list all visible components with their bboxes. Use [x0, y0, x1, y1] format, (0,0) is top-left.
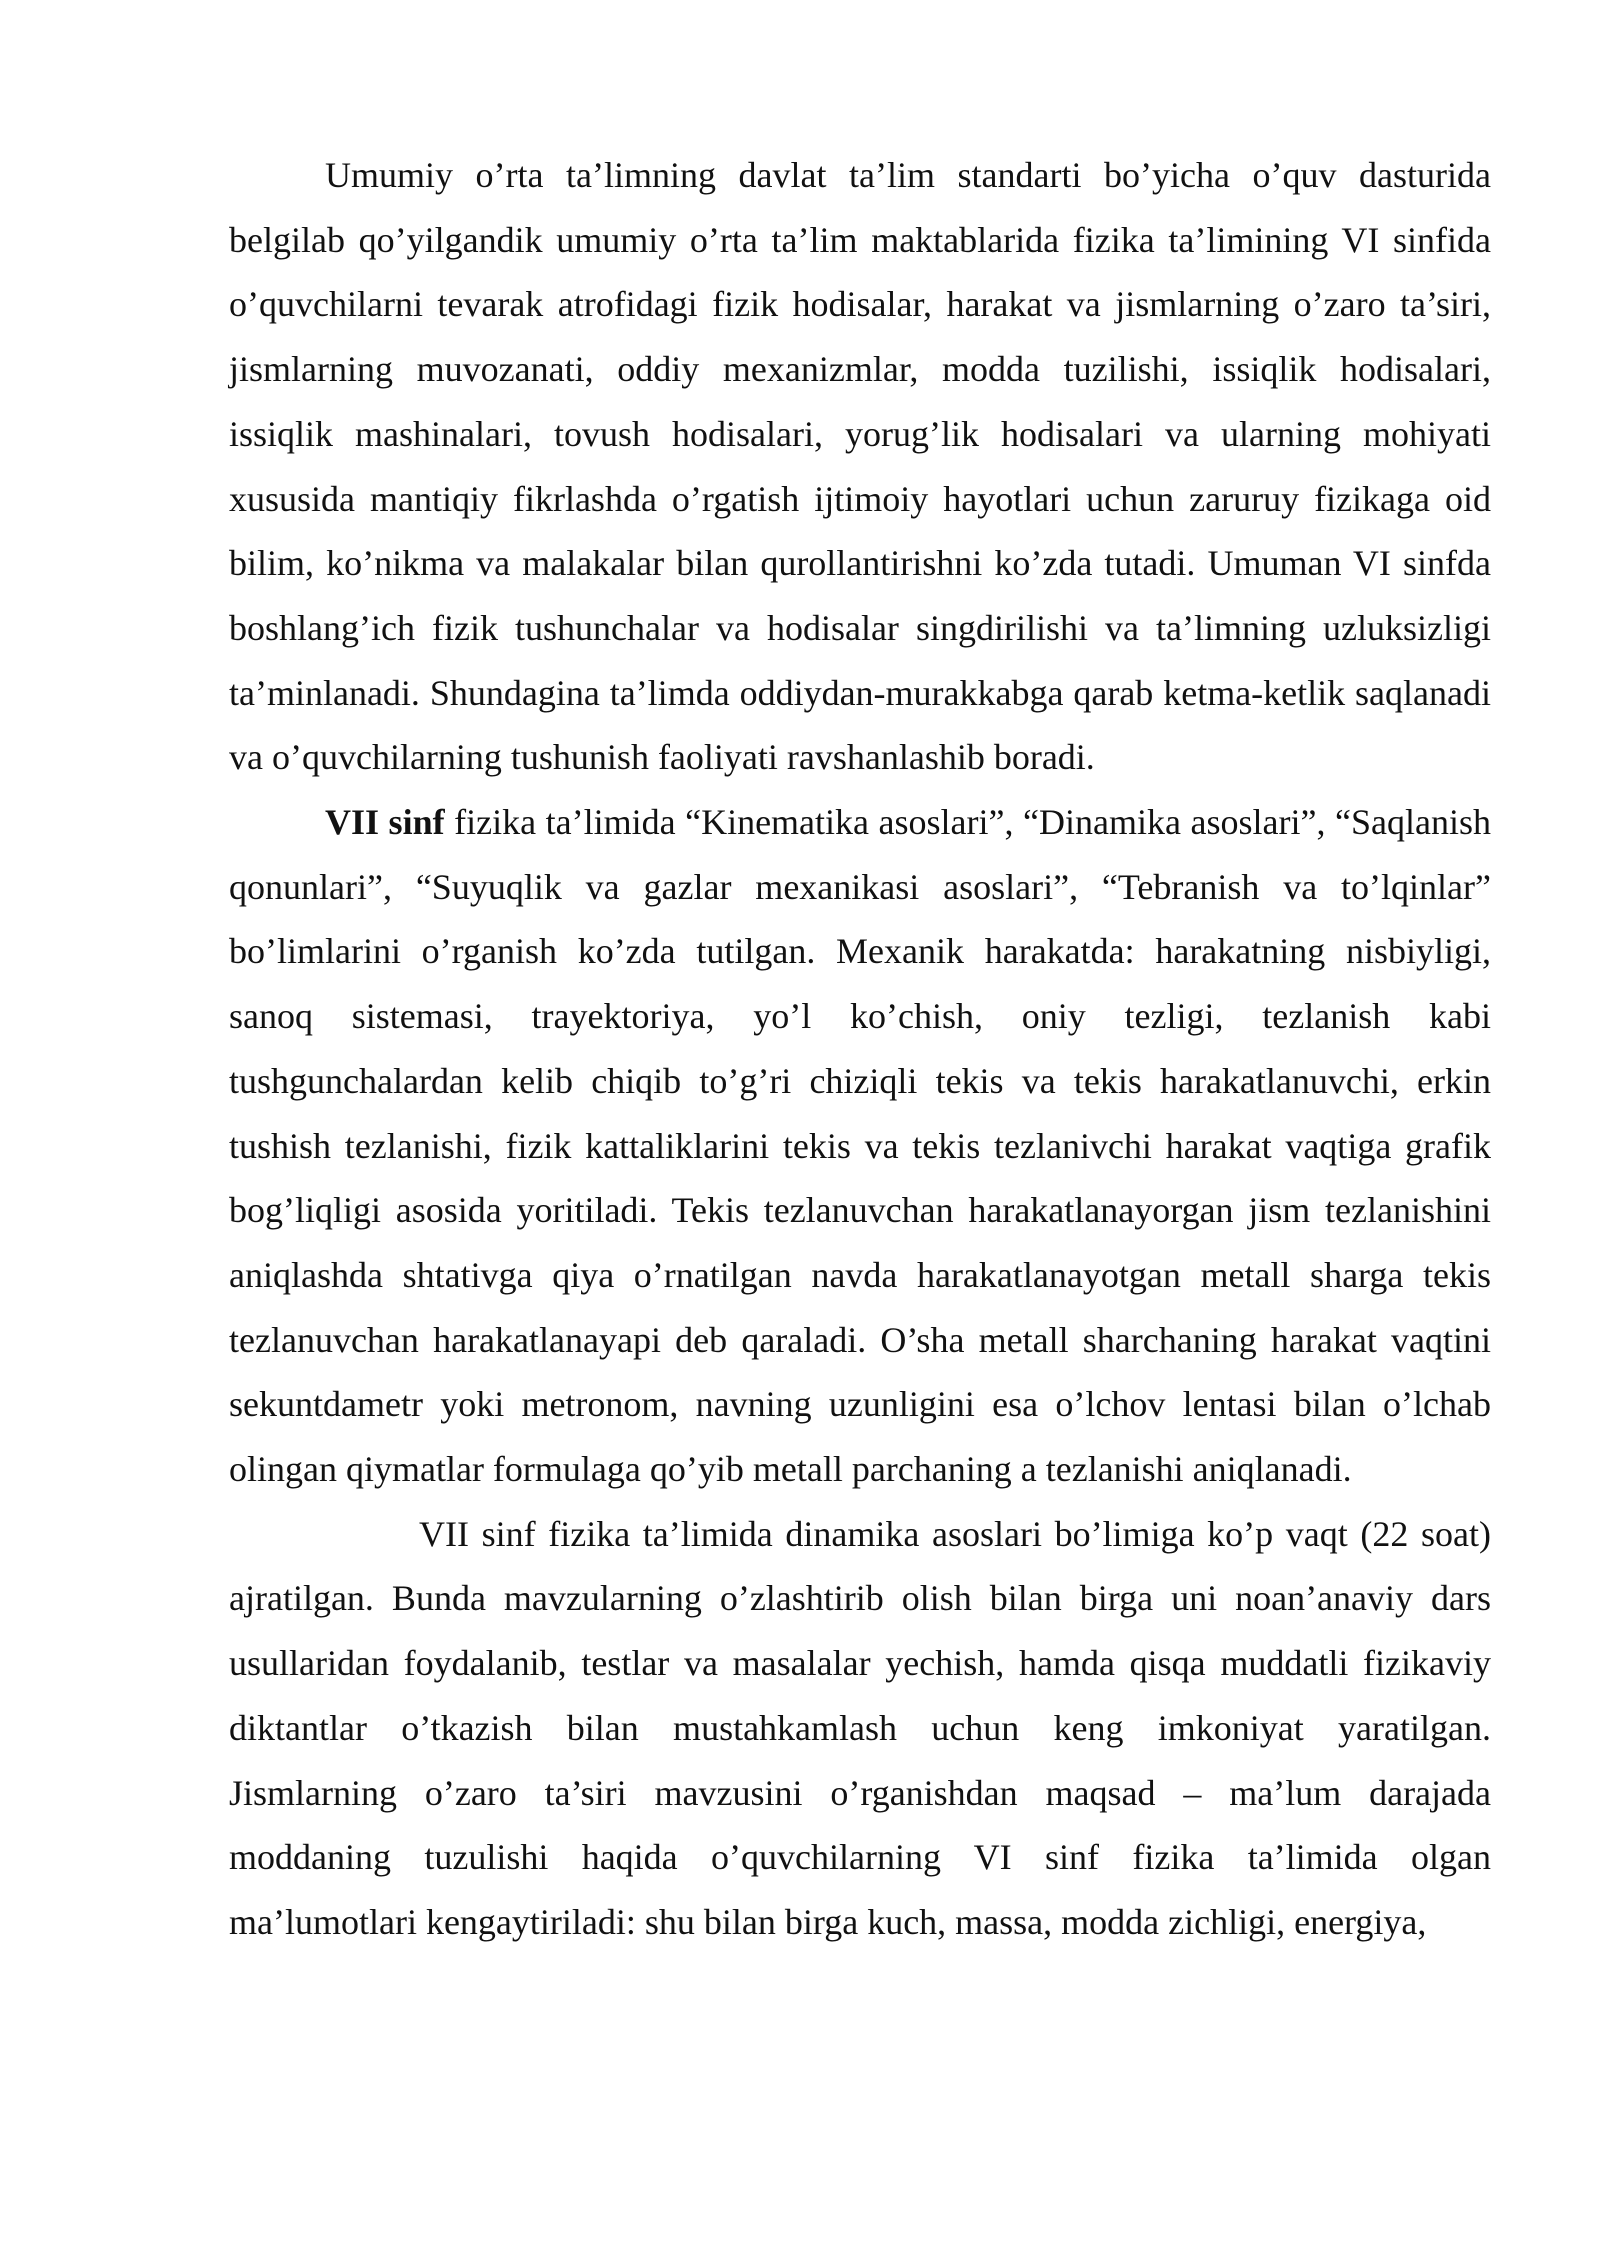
paragraph-2	[229, 790, 1491, 1502]
paragraph-3: VII sinf fizika ta’limida dinamika asoslari bo’limiga ko’p vaqt (22 soat) ajratilgan. Bunda mavzularning o’zlashtirib olish bilan birga uni noan’anaviy dars usullaridan foydalanib, testlar va masalalar yechish, hamda qisqa muddatli fizikaviy diktantlar o’tkazish bilan mustahkamlash uchun keng imkoniyat yaratilgan. Jismlarning o’zaro ta’siri mavzusini o’rganishdan maqsad – ma’lum darajada moddaning tuzulishi haqida o’quvchilarning VI sinf fizika ta’limida olgan ma’lumotlari kengaytiriladi: shu bilan birga kuch, massa, modda zichligi, energiya,	[229, 1513, 1491, 1942]
paragraph-2-bold-lead: VII sinf	[325, 802, 445, 843]
paragraph-1: Umumiy o’rta ta’limning davlat ta’lim standarti bo’yicha o’quv dasturida belgilab qo’yilgandik umumiy o’rta ta’lim maktablarida fizika ta’limining VI sinfida o’quvchilarni tevarak atrofidagi fizik hodisalar, harakat va jismlarning o’zaro ta’siri, jismlarning muvozanati, oddiy mexanizmlar, modda tuzilishi, issiqlik hodisalari, issiqlik mashinalari, tovush hodisalari, yorug’lik hodisalari va ularning mohiyati xususida mantiqiy fikrlashda o’rgatish ijtimoiy hayotlari uchun zaruruy fizikaga oid bilim, ko’nikma va malakalar bilan qurollantirishni ko’zda tutadi. Umuman VI sinfda boshlang’ich fizik tushunchalar va hodisalar singdirilishi va ta’limning uzluksizligi ta’minlanadi. Shundagina ta’limda oddiydan-murakkabga qarab ketma-ketlik saqlanadi va o’quvchilarning tushunish faoliyati ravshanlashib boradi.	[229, 155, 1491, 778]
document-body	[229, 143, 1491, 1955]
paragraph-2-text: fizika ta’limida “Kinematika asoslari”, “Dinamika asoslari”, “Saqlanish qonunlari”, “Suyuqlik va gazlar mexanikasi asoslari”, “Tebranish va to’lqinlar” bo’limlarini o’rganish ko’zda tutilgan. Mexanik harakatda: harakatning nisbiyligi, sanoq sistemasi, trayektoriya, yo’l ko’chish, oniy tezligi, tezlanish kabi tushgunchalardan kelib chiqib to’g’ri chiziqli tekis va tekis harakatlanuvchi, erkin tushish tezlanishi, fizik kattaliklarini tekis va tekis tezlanivchi harakat vaqtiga grafik bog’liqligi asosida yoritiladi. Tekis tezlanuvchan harakatlanayorgan jism tezlanishini aniqlashda shtativga qiya o’rnatilgan navda harakatlanayotgan metall sharga tekis tezlanuvchan harakatlanayapi deb qaraladi. O’sha metall sharchaning harakat vaqtini sekuntdametr yoki metronom, navning uzunligini esa o’lchov lentasi bilan o’lchab olingan qiymatlar formulaga qo’yib metall parchaning a tezlanishi aniqlanadi.	[229, 802, 1491, 1490]
